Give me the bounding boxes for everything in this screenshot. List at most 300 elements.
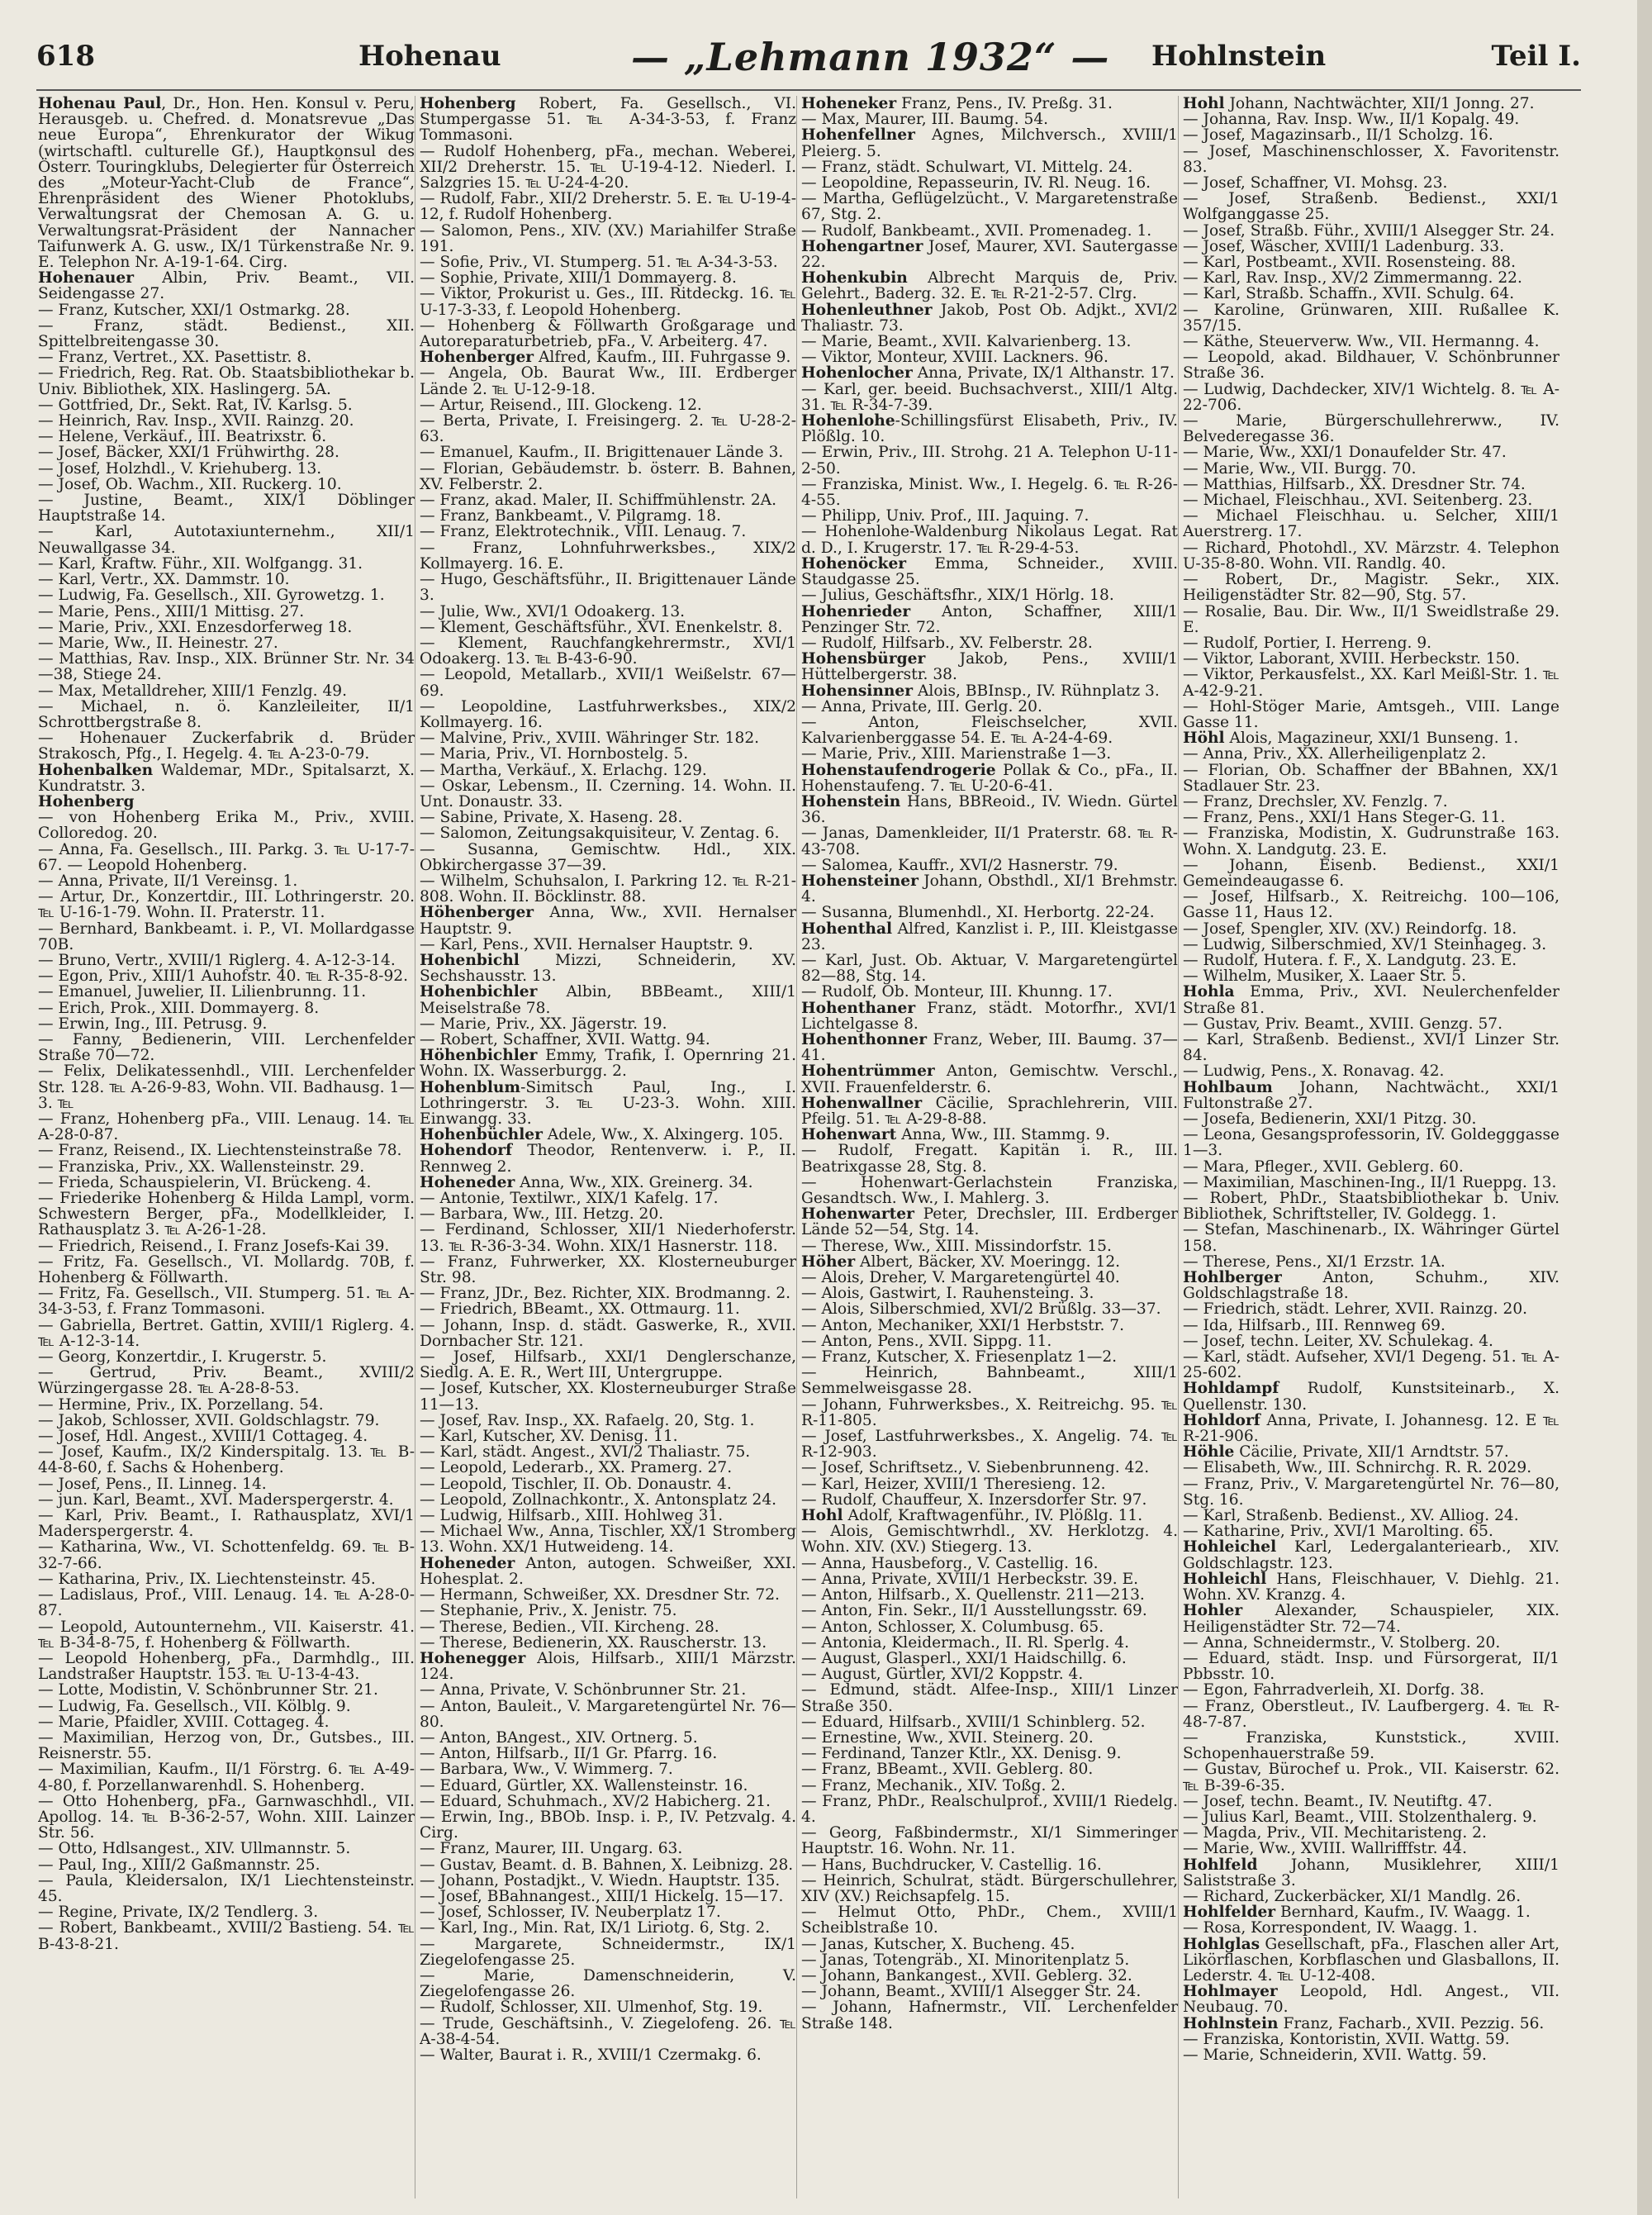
entry-surname: Hohenkubin [801,269,908,288]
directory-entry [801,1254,1178,1270]
directory-entry [1183,2047,1559,2063]
entry-surname: Hohengartner [801,237,923,255]
page-header [36,33,1581,83]
directory-entry [420,763,796,778]
entry-text: — Anna, Fa. Gesellsch., III. Parkg. 3. ℡ U-17-7-67. — Leopold Hohenberg. [38,840,415,874]
directory-entry [420,318,796,349]
entry-text: — Maximilian, Maschinen-Ing., II/1 Rueppg. 13. [1183,1173,1557,1191]
entry-text: — Robert, Bankbeamt., XVIII/2 Bastieng. 54. ℡ B-43-8-21. [38,1919,415,1953]
entry-text: — Robert, Schaffner, XVII. Wattg. 94. [420,1030,710,1048]
entry-text: — Anton, BAngest., XIV. Ortnerg. 5. [420,1728,698,1747]
directory-entry [38,492,415,524]
directory-entry [38,1318,415,1349]
entry-text: — Karl, Rav. Insp., XV/2 Zimmermanng. 22. [1183,269,1522,288]
directory-entry [420,1460,796,1476]
directory-entry [420,461,796,492]
part-label: Teil I. [1491,40,1581,73]
entry-text: — Anton, Hilfsarb., II/1 Gr. Pfarrg. 16. [420,1745,718,1763]
entry-text: — Josef, BBahnangest., XIII/1 Hickelg. 15—17. [420,1887,784,1905]
entry-text: — Franz, Drechsler, XV. Fenzlg. 7. [1183,792,1448,810]
entry-text: — Hermine, Priv., IX. Porzellang. 54. [38,1395,324,1414]
entry-text: Pollak & Co., pFa., II. Hohenstaufeng. 7. ℡ U-20-6-41. [801,761,1178,795]
entry-text: — Katharina, Priv., IX. Liechtensteinstr. 45. [38,1570,376,1588]
entry-surname: Hohenauer [38,269,135,288]
directory-entry [420,1428,796,1444]
entry-text: — Viktor, Prokurist u. Ges., III. Ritdeckg. 16. ℡ U-17-3-33, f. Leopold Hohenberg. [420,285,796,319]
directory-entry [801,1397,1178,1428]
directory-entry [1183,1761,1559,1793]
directory-entry [1183,1508,1559,1523]
directory-entry [420,191,796,222]
directory-entry [420,1206,796,1222]
directory-entry [1183,1920,1559,1936]
directory-entry [801,1032,1178,1063]
entry-surname: Hohlbaum [1183,1078,1273,1096]
entry-surname: Hohenöcker [801,554,907,573]
entry-text: — Hugo, Geschäftsführ., II. Brigittenauer Lände 3. [420,571,796,605]
entry-text: — Maximilian, Kaufm., II/1 Förstrg. 6. ℡ A-49-4-80, f. Porzellanwarenhdl. S. Hohenberg. [38,1761,415,1794]
directory-entry [420,746,796,762]
directory-entry [38,1365,415,1396]
entry-text: — Julie, Ww., XVI/1 Odoakerg. 13. [420,602,686,620]
entry-text: — Regine, Private, IX/2 Tendlerg. 3. [38,1904,319,1922]
entry-surname: Hohler [1183,1602,1243,1620]
directory-entry [801,1651,1178,1666]
entry-text: — Barbara, Ww., III. Hetzg. 20. [420,1205,664,1224]
entry-text: Albin, BBBeamt., XIII/1 Meiselstraße 78. [420,983,796,1017]
entry-text: — Franz, akad. Maler, II. Schiffmühlenstr. 2A. [420,492,777,510]
directory-entry [1183,223,1559,239]
directory-entry [801,1794,1178,1825]
directory-entry [1183,763,1559,794]
entry-text: Alexander, Schauspieler, XIX. Heiligenstädter Str. 72—74. [1183,1602,1559,1636]
entry-text: Anna, Private, IX/1 Althanstr. 17. [912,364,1175,383]
column-divider [796,96,797,2198]
entry-text: — Marie, Ww., VII. Burgg. 70. [1183,459,1417,478]
entry-surname: Hohenblum [420,1078,521,1096]
entry-text: Mizzi, Schneiderin, XV. Sechshausstr. 13. [420,951,796,986]
entry-text: — Stephanie, Priv., X. Jenistr. 75. [420,1602,677,1620]
entry-surname: Hohenbüchler [420,1126,543,1144]
entry-surname: Hohenthal [801,920,893,938]
entry-text: — Eduard, Gürtler, XX. Wallensteinstr. 16. [420,1776,748,1794]
column-divider [1178,96,1179,2198]
entry-text: , Dr., Hon. Hen. Konsul v. Peru, Herausgeb. u. Chefred. d. Monatsrevue „Das neue Europa“, Ehrenkurator der Wikug (wirtschaftl. culturelle Gf.), Hauptkonsul des Österr. Touringklubs, Delegierter für Österreich des „Moteur-Yacht-Club de France“, Ehrenpräsident des Wiener Photoklubs, Verwaltungsrat der Chemosan A. G. u. Verwaltungsrat-Präsident der Nannacher Taifunwerk A. G. usw., IX/1 Türkenstraße Nr. 9. E. Telephon Nr. A-19-1-64. Cirg. [38,96,415,272]
directory-entry [801,1666,1178,1682]
entry-text: — Viktor, Perkausfelst., XX. Karl Meißl-Str. 1. ℡ A-42-9-21. [1183,666,1559,700]
directory-entry [801,1937,1178,1952]
entry-text: Jakob, Post Ob. Adjkt., XVI/2 Thaliastr. 73. [801,301,1178,335]
directory-entry [1183,604,1559,635]
entry-text: Alois, BBInsp., IV. Rühnplatz 3. [913,682,1160,700]
directory-entry [1183,508,1559,539]
directory-entry [38,1857,415,1873]
entry-text: — Janas, Totengräb., XI. Minoritenplatz 5. [801,1951,1130,1969]
entry-text: — Leopold, Autounternehm., VII. Kaiserstr. 41. ℡ B-34-8-75, f. Hohenberg & Föllwarth. [38,1618,415,1652]
entry-surname: Hohenfellner [801,126,915,145]
directory-entry [1183,1730,1559,1761]
directory-entry [801,96,1178,112]
page-number: 618 [36,40,95,73]
directory-entry [420,1016,796,1032]
entry-text: Bernhard, Kaufm., IV. Waagg. 1. [1275,1904,1531,1922]
entry-text: — Barbara, Ww., V. Wimmerg. 7. [420,1761,673,1779]
directory-entry [1183,1032,1559,1063]
entry-text: — Artur, Reisend., III. Glockeng. 12. [420,396,702,414]
entry-text: Anton, Gemischtw. Verschl., XVII. Frauenfelderstr. 6. [801,1062,1178,1096]
directory-entry [801,1603,1178,1618]
directory-entry [38,1444,415,1476]
running-title: — „Lehmann 1932“ — [631,35,1110,79]
entry-text: Leopold, Hdl. Angest., VII. Neubaug. 70. [1183,1983,1559,2017]
entry-text: — Ladislaus, Prof., VIII. Lenaug. 14. ℡ A-28-0-87. [38,1586,415,1620]
directory-entry [1183,540,1559,572]
entry-text: — Susanna, Gemischtw. Hdl., XIX. Obkirchergasse 37—39. [420,840,796,874]
directory-entry [420,635,796,667]
entry-text: — Anton, Pens., XVII. Sippg. 11. [801,1332,1052,1350]
entry-text: — jun. Karl, Beamt., XVI. Maderspergerstr. 4. [38,1490,394,1509]
directory-entry [38,96,415,270]
entry-text: — Bruno, Vertr., XVIII/1 Riglerg. 4. A-12-3-14. [38,951,396,969]
directory-entry [420,620,796,635]
entry-text: — Karl, Autotaxiunternehm., XII/1 Neuwallgasse 34. [38,523,415,557]
entry-text: Adele, Ww., X. Alxingerg. 105. [542,1126,784,1144]
entry-text: — Eduard, städt. Insp. und Fürsorgerat, II/1 Pbbsstr. 10. [1183,1649,1559,1684]
directory-entry [38,635,415,651]
entry-text: Peter, Drechsler, III. Erdberger Lände 52—54, Stg. 14. [801,1205,1178,1239]
entry-text: — Ernestine, Ww., XVII. Steinerg. 20. [801,1728,1094,1747]
directory-entry [801,1904,1178,1936]
entry-text: — Malvine, Priv., XVIII. Währinger Str. 182. [420,730,760,748]
entry-text: — Josef, Lastfuhrwerksbes., X. Angelig. 74. ℡ R-12-903. [801,1428,1178,1462]
entry-text: — Julius Karl, Beamt., VIII. Stolzenthalerg. 9. [1183,1808,1537,1826]
entry-text: — Helmut Otto, PhDr., Chem., XVIII/1 Scheiblstraße 10. [801,1904,1178,1937]
directory-entry [38,1476,415,1492]
directory-entry [420,1318,796,1349]
entry-surname: Hohensteiner [801,872,919,890]
directory-entry [801,444,1178,476]
entry-text: — Bernhard, Bankbeamt. i. P., VI. Mollardgasse 70B. [38,920,415,953]
entry-text: Johann, Obsthdl., XI/1 Brehmstr. 4. [801,872,1178,906]
entry-text: — Therese, Bedien., VII. Kircheng. 28. [420,1618,719,1636]
entry-text: — Franziska, Minist. Ww., I. Hegelg. 6. ℡ R-26-4-55. [801,475,1178,510]
directory-entry [420,953,796,984]
directory-entry [801,1952,1178,1968]
entry-text: — Frieda, Schauspielerin, VI. Brückeng. 4. [38,1173,372,1191]
directory-entry [38,318,415,349]
directory-entry [1183,175,1559,191]
entry-surname: Hohlfelder [1183,1904,1276,1922]
entry-text: — Rudolf, Schlosser, XII. Ulmenhof, Stg. 19. [420,1999,763,2017]
directory-entry [1183,937,1559,953]
directory-entry [1183,794,1559,810]
directory-entry [420,2016,796,2047]
directory-entry [801,1318,1178,1333]
entry-text: — Otto, Hdlsangest., XIV. Ullmannstr. 5. [38,1840,351,1858]
directory-entry [1183,239,1559,254]
directory-entry [801,1825,1178,1856]
directory-entry [38,1682,415,1698]
directory-entry [38,620,415,635]
header-rule [36,89,1581,91]
directory-entry [1183,730,1559,746]
directory-entry [38,921,415,953]
entry-text: — Marie, Priv., XXI. Enzesdorferweg 18. [38,618,353,636]
entry-text: — Maria, Priv., VI. Hornbostelg. 5. [420,745,689,763]
directory-entry [38,572,415,587]
entry-text: — Anna, Private, II/1 Vereinsg. 1. [38,872,298,890]
entry-surname: Höhenbichler [420,1047,538,1065]
directory-entry [801,1508,1178,1523]
entry-text: — Viktor, Laborant, XVIII. Herbeckstr. 150. [1183,650,1521,668]
entry-text: — Franz, Elektrotechnik., VIII. Lenaug. 7. [420,523,747,541]
entry-text: — Katharina, Ww., VI. Schottenfeldg. 69. ℡ B-32-7-66. [38,1538,415,1572]
entry-text: — Hohenlohe-Waldenburg Nikolaus Legat. Rat d. D., I. Krugerstr. 17. ℡ R-29-4-53. [801,523,1178,557]
entry-text: — Marie, Pens., XIII/1 Mittisg. 27. [38,602,305,620]
directory-entry [38,699,415,730]
entry-text: — Egon, Priv., XIII/1 Auhofstr. 40. ℡ R-35-8-92. [38,967,409,986]
directory-entry [420,1857,796,1873]
entry-text: — Jakob, Schlosser, XVII. Goldschlagstr. 79. [38,1411,380,1429]
entry-text: — Josef, Spengler, XIV. (XV.) Reindorfg. 18. [1183,920,1517,938]
entry-text: Emma, Schneider., XVIII. Staudgasse 25. [801,554,1178,589]
directory-entry [801,556,1178,587]
directory-entry [1183,810,1559,825]
directory-entry [801,1556,1178,1571]
entry-text: — Friederike Hohenberg & Hilda Lampl, vorm. Schwestern Berger, pFa., Modellkleider, I. Rathausplatz 3. ℡ A-26-1-28. [38,1190,415,1239]
directory-entry [420,1191,796,1206]
entry-text: — Johanna, Rav. Insp. Ww., II/1 Kopalg. 49. [1183,111,1520,129]
entry-text: — Josef, Rav. Insp., XX. Rafaelg. 20, Stg. 1. [420,1411,755,1429]
entry-text: Anna, Private, I. Johannesg. 12. E ℡ R-21-906. [1183,1411,1559,1446]
entry-text: — Ludwig, Silberschmied, XV/1 Steinhageg. 3. [1183,935,1547,953]
entry-text: — Leona, Gesangsprofessorin, IV. Goldegggasse 1—3. [1183,1126,1559,1160]
directory-entry [38,604,415,620]
directory-entry [38,1349,415,1365]
directory-entry [420,1222,796,1253]
directory-entry [38,429,415,444]
entry-surname: Hohldorf [1183,1411,1260,1429]
entry-text: — Salomea, Kauffr., XVI/2 Hasnerstr. 79. [801,856,1118,874]
directory-entry [420,2047,796,2063]
directory-entry [38,1699,415,1714]
entry-surname: Hohla [1183,983,1235,1001]
directory-entry [420,1651,796,1682]
directory-entry [1183,1841,1559,1856]
entry-text: Agnes, Milchversch., XVIII/1 Pleierg. 5. [801,126,1178,160]
directory-entry [1183,286,1559,302]
directory-entry [38,270,415,302]
directory-entry [420,1968,796,1999]
entry-text: — Matthias, Rav. Insp., XIX. Brünner Str. Nr. 34—38, Stiege 24. [38,650,415,684]
directory-entry [420,810,796,825]
entry-text: Cäcilie, Private, XII/1 Arndtstr. 57. [1234,1443,1509,1462]
directory-entry [38,683,415,699]
directory-entry [420,1587,796,1603]
entry-surname: Hohendorf [420,1142,513,1160]
entry-text: Hans, Fleischhauer, V. Diehlg. 21. Wohn. XV. Kranzg. 4. [1183,1570,1559,1604]
entry-text: Albrecht Marquis de, Priv. Gelehrt., Baderg. 32. E. ℡ R-21-2-57. Clrg. [801,269,1178,303]
entry-text: — Leopold, Metallarb., XVII/1 Weißelstr. 67—69. [420,666,796,700]
entry-text: Albert, Bäcker, XV. Moeringg. 12. [855,1252,1121,1271]
directory-entry [420,1999,796,2015]
entry-surname: Hohenberg [420,96,516,112]
directory-entry [1183,1175,1559,1191]
entry-text: — Josef, Pens., II. Linneg. 14. [38,1475,267,1493]
directory-entry [420,1937,796,1968]
entry-text: — Franz, Mechanik., XIV. Toßg. 2. [801,1776,1066,1794]
directory-entry [420,1904,796,1920]
directory-entry [801,1999,1178,2031]
directory-entry [801,1096,1178,1127]
directory-entry [1183,1381,1559,1412]
directory-entry [38,1587,415,1618]
entry-text: Anton, Schaffner, XIII/1 Penzinger Str. 72. [801,602,1178,636]
directory-entry [801,1175,1178,1206]
directory-entry [38,1063,415,1111]
entry-text: — August, Glasperl., XXI/1 Haidschillg. 6. [801,1649,1127,1667]
directory-entry [38,1714,415,1730]
directory-entry [420,1603,796,1618]
directory-entry [38,763,415,794]
directory-entry [1183,492,1559,508]
directory-entry [801,635,1178,651]
directory-entry [420,1381,796,1412]
directory-entry [1183,1984,1559,2015]
entry-text: — Georg, Konzertdir., I. Krugerstr. 5. [38,1348,327,1367]
entry-text: — Leopoldine, Repasseurin, IV. Rl. Neug. 16. [801,174,1151,193]
entry-text: — Sophie, Private, XIII/1 Dommayerg. 8. [420,269,737,288]
directory-entry [420,1444,796,1460]
entry-text: — Marie, Ww., II. Heinestr. 27. [38,634,278,652]
directory-entry [1183,1571,1559,1603]
entry-text: Johann, Nachtwächt., XXI/1 Fultonstraße 27. [1183,1078,1559,1112]
directory-entry [1183,96,1559,112]
entry-text: — Florian, Gebäudemstr. b. österr. B. Bahnen, XV. Felberstr. 2. [420,459,796,493]
entry-text: — Karl, Heizer, XVIII/1 Theresieng. 12. [801,1475,1106,1493]
entry-text: — Josef, Schlosser, IV. Neuberplatz 17. [420,1904,721,1922]
entry-surname: Hohenwallner [801,1094,923,1112]
entry-text: — Franz, Pens., XXI/1 Hans Steger-G. 11. [1183,809,1506,827]
entry-text: — Emanuel, Juwelier, II. Lilienbrunng. 11. [38,983,367,1001]
entry-text: — Karoline, Grünwaren, XIII. Rußallee K. 357/15. [1183,301,1559,335]
entry-text: Rudolf, Kunstsiteinarb., X. Quellenstr. 130. [1183,1380,1559,1414]
directory-entry [1183,1937,1559,1984]
directory-entry [801,1460,1178,1476]
entry-text: — Josef, Magazinsarb., II/1 Scholzg. 16. [1183,126,1493,145]
entry-text: Alois, Hilfsarb., XIII/1 Märzstr. 124. [420,1649,796,1684]
entry-text: — Alois, Gemischtwrhdl., XV. Herklotzg. 4. Wohn. XIV. (XV.) Stiegerg. 13. [801,1523,1178,1557]
entry-text: Alfred, Kanzlist i. P., III. Kleistgasse 23. [801,920,1178,953]
directory-entry [38,968,415,984]
directory-entry [38,730,415,762]
entry-text: — Franz, Bankbeamt., V. Pilgramg. 18. [420,507,721,525]
entry-text: — Anton, Bauleit., V. Margaretengürtel Nr. 76—80. [420,1697,796,1731]
entry-text: — Josef, Hdl. Angest., XVIII/1 Cottageg. 4. [38,1428,368,1446]
directory-entry [801,1523,1178,1555]
entry-surname: Hohenstaufendrogerie [801,761,996,779]
directory-entry [420,699,796,730]
entry-text: — Michael Ww., Anna, Tischler, XX/1 Stromberg 13. Wohn. XX/1 Hutweideng. 14. [420,1523,796,1557]
directory-entry [38,984,415,1000]
page-edge-strip [1637,0,1652,2215]
entry-surname: Hohenbalken [38,761,154,779]
entry-text: — Max, Maurer, III. Baumg. 54. [801,111,1049,129]
directory-entry [38,587,415,603]
directory-entry [420,778,796,810]
entry-text: Josef, Maurer, XVI. Sautergasse 22. [801,237,1178,272]
directory-entry [1183,1318,1559,1333]
directory-entry [801,1333,1178,1349]
entry-text: — Viktor, Monteur, XVIII. Lackners. 96. [801,349,1108,367]
directory-entry [801,1857,1178,1873]
entry-text: — Friedrich, BBeamt., XX. Ottmaurg. 11. [420,1300,740,1319]
entry-text: — Marie, Ww., XXI/1 Donaufelder Str. 47. [1183,444,1507,462]
entry-text: — Friedrich, städt. Lehrer, XVII. Rainzg. 20. [1183,1300,1528,1319]
directory-entry [38,1904,415,1920]
directory-entry [38,1254,415,1286]
entry-text: — Franz, Priv., V. Margaretengürtel Nr. 76—80, Stg. 16. [1183,1475,1559,1509]
directory-entry [38,651,415,682]
directory-entry [38,1492,415,1508]
directory-entry [1183,1460,1559,1476]
entry-text: — Eduard, Hilfsarb., XVIII/1 Schinblerg. 52. [801,1713,1146,1731]
entry-text: — Franz, Fuhrwerker, XX. Klosterneuburger Str. 98. [420,1252,796,1287]
directory-entry [801,223,1178,239]
entry-text: — Leopold, Tischler, II. Ob. Donaustr. 4. [420,1475,732,1493]
entry-text: — Karl, Kutscher, XV. Denisg. 11. [420,1428,678,1446]
directory-column-2 [420,96,796,2198]
directory-entry [1183,254,1559,270]
directory-entry [1183,461,1559,477]
entry-text: — Ludwig, Fa. Gesellsch., XII. Gyrowetzg. 1. [38,587,385,605]
directory-entry [801,763,1178,794]
directory-entry [420,1841,796,1856]
directory-entry [1183,1539,1559,1571]
directory-entry [1183,921,1559,937]
directory-entry [1183,984,1559,1015]
directory-entry [38,349,415,365]
directory-entry [38,1001,415,1016]
directory-entry [1183,144,1559,175]
entry-text: Alfred, Kaufm., III. Fuhrgasse 9. [534,349,791,367]
entry-text: — Marie, Ww., XVIII. Wallrifffstr. 44. [1183,1840,1468,1858]
entry-text: — Friedrich, Reg. Rat. Ob. Staatsbibliothekar b. Univ. Bibliothek, XIX. Haslingerg. 5A. [38,364,415,398]
directory-entry [420,873,796,905]
entry-text: — Gabriella, Bertret. Gattin, XVIII/1 Riglerg. 4. ℡ A-12-3-14. [38,1316,415,1350]
entry-surname: Hohenberger [420,349,534,367]
directory-entry [1183,825,1559,857]
directory-entry [420,1778,796,1794]
entry-surname: Hohenwarter [801,1205,914,1224]
directory-entry [420,937,796,953]
entry-text: — Felix, Delikatessenhdl., VIII. Lerchenfelder Str. 128. ℡ A-26-9-83, Wohn. VII. Badhausg. 1—3. ℡ [38,1062,415,1112]
entry-text: -Schillingsfürst Elisabeth, Priv., IV. Plößlg. 10. [801,412,1178,446]
entry-text: — Emanuel, Kaufm., II. Brigittenauer Lände 3. [420,444,784,462]
directory-entry [1183,1080,1559,1111]
directory-column-4 [1183,96,1559,2198]
entry-surname: Hoheneder [420,1554,515,1572]
directory-entry [38,1286,415,1317]
entry-text: — Hans, Buchdrucker, V. Castellig. 16. [801,1856,1102,1874]
directory-entry [801,1476,1178,1492]
entry-text: — Karl, Straßb. Schaffn., XVII. Schulg. 64. [1183,285,1515,303]
directory-entry [420,413,796,444]
directory-entry [38,1571,415,1587]
entry-text: — Josef, Schaffner, VI. Mohsg. 23. [1183,174,1448,193]
entry-text: — Rudolf, Fregatt. Kapitän i. R., III. Beatrixgasse 28, Stg. 8. [801,1142,1178,1176]
right-catchword: Hohlnstein [1151,40,1327,73]
